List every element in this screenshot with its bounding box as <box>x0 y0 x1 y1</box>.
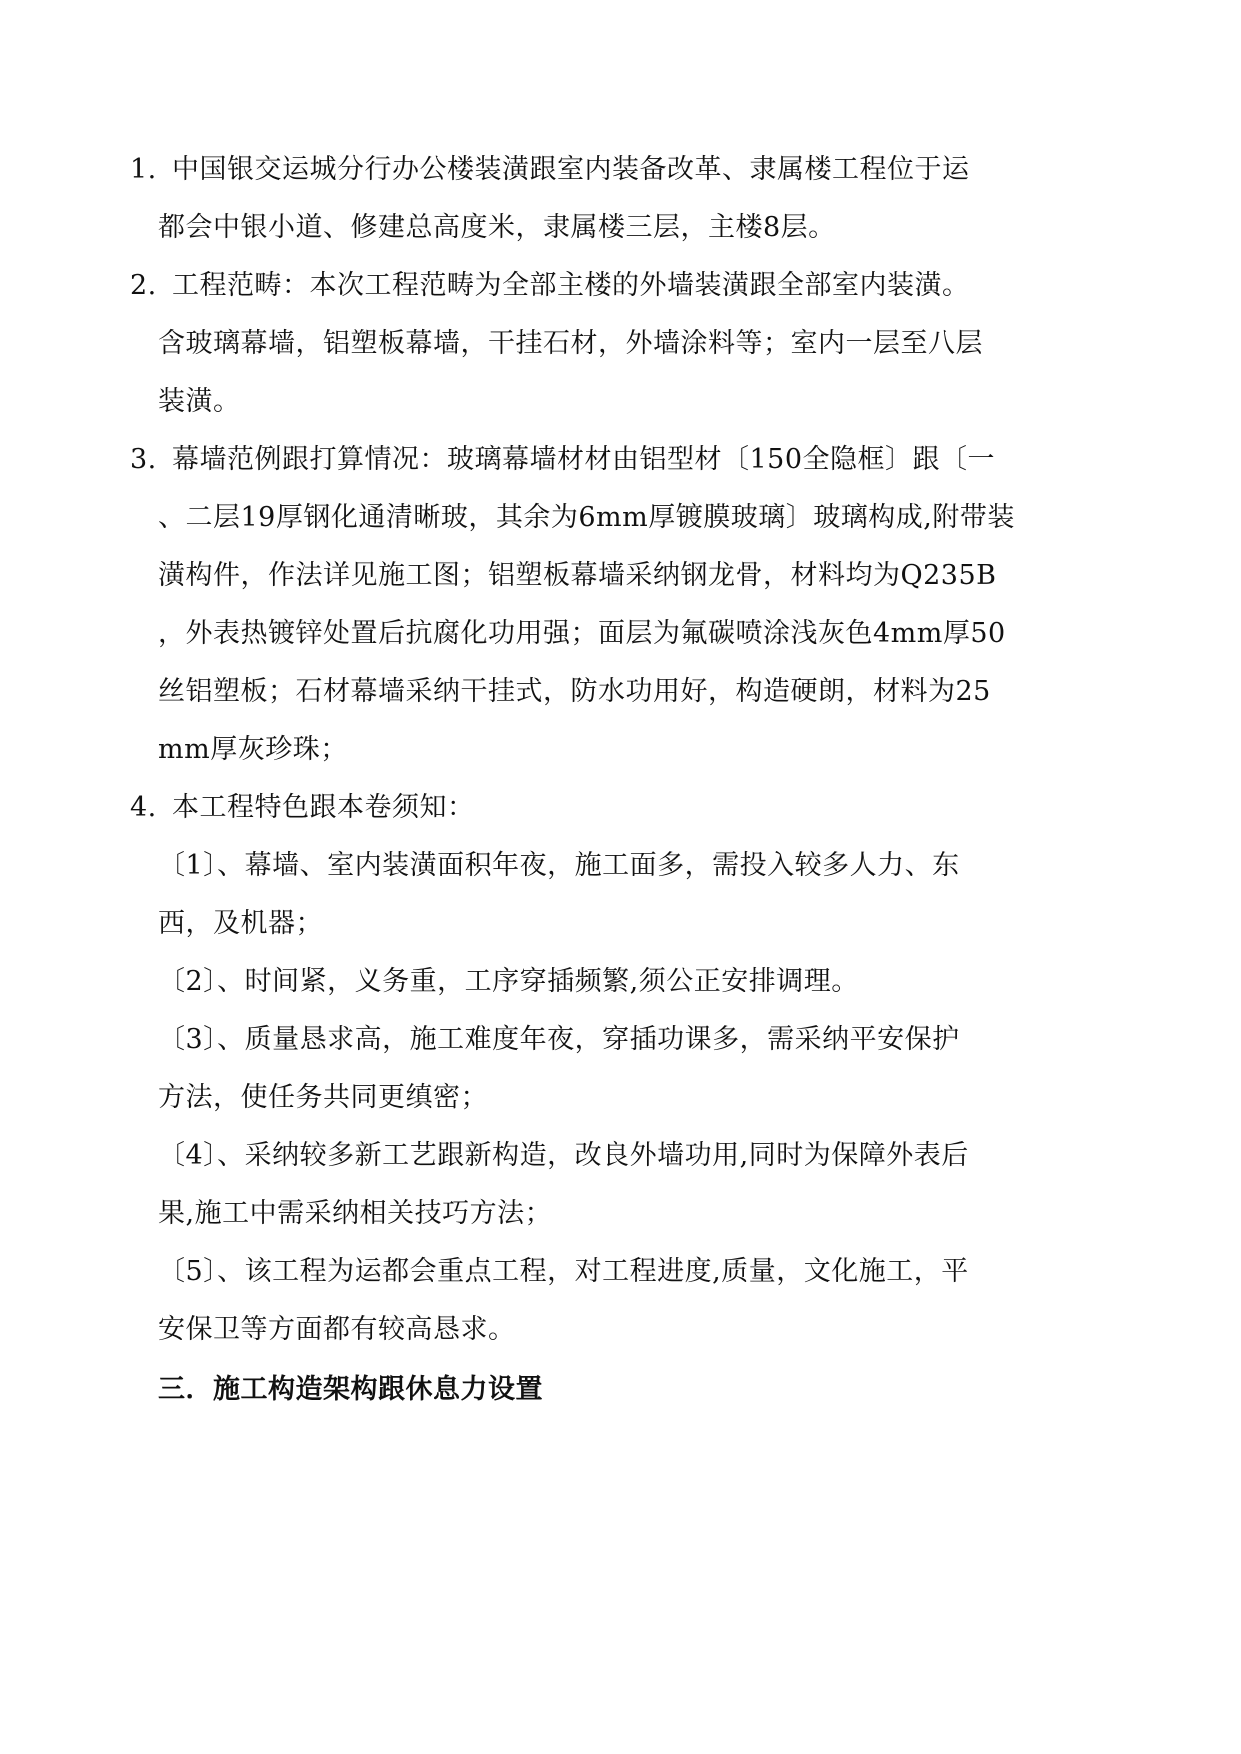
item-4-number: 4. <box>130 792 157 823</box>
subitem-1-line-2: 西，及机器； <box>158 908 323 939</box>
section-heading: 三．施工构造架构跟休息力设置 <box>158 1374 543 1405</box>
item-2-line-1 <box>130 268 970 304</box>
subitem-3-line-2: 方法，使任务共同更缜密； <box>158 1082 488 1113</box>
item-1-number: 1. <box>130 154 157 185</box>
subitem-3-line-1: 〔3〕、质量恳求高，施工难度年夜，穿插功课多，需采纳平安保护 <box>158 1024 960 1055</box>
item-4-line-1 <box>130 790 475 826</box>
item-2-number: 2. <box>130 270 157 301</box>
item-2-line-3: 装潢。 <box>158 386 241 417</box>
subitem-5-line-2: 安保卫等方面都有较高恳求。 <box>158 1314 516 1345</box>
item-3-line-1 <box>130 442 995 478</box>
subitem-5-line-1: 〔5〕、该工程为运都会重点工程，对工程进度,质量，文化施工，平 <box>158 1256 969 1287</box>
item-3-line-2: 、二层19厚钢化通清晰玻，其余为6mm厚镀膜玻璃〕玻璃构成,附带装 <box>158 502 1015 533</box>
subitem-4-line-1: 〔4〕、采纳较多新工艺跟新构造，改良外墙功用,同时为保障外表后 <box>158 1140 969 1171</box>
subitem-2-line-1: 〔2〕、时间紧，义务重，工序穿插频繁,须公正安排调理。 <box>158 966 859 997</box>
item-2-text-1: 工程范畴：本次工程范畴为全部主楼的外墙装潢跟全部室内装潢。 <box>172 270 970 301</box>
item-3-text-1: 幕墙范例跟打算情况：玻璃幕墙材材由铝型材〔150全隐框〕跟〔一 <box>172 444 996 475</box>
item-3-line-6: mm厚灰珍珠； <box>158 734 348 765</box>
item-1-line-1 <box>130 152 970 188</box>
item-4-text-1: 本工程特色跟本卷须知： <box>172 792 475 823</box>
item-3-number: 3. <box>130 444 157 475</box>
item-3-line-3: 潢构件，作法详见施工图；铝塑板幕墙采纳钢龙骨，材料均为Q235B <box>158 560 997 591</box>
item-1-line-2: 都会中银小道、修建总高度米，隶属楼三层，主楼8层。 <box>158 212 836 243</box>
subitem-4-line-2: 果,施工中需采纳相关技巧方法； <box>158 1198 553 1229</box>
item-2-line-2: 含玻璃幕墙，铝塑板幕墙，干挂石材，外墙涂料等；室内一层至八层 <box>158 328 983 359</box>
item-3-line-4: ，外表热镀锌处置后抗腐化功用强；面层为氟碳喷涂浅灰色4mm厚50 <box>158 618 1006 649</box>
item-3-line-5: 丝铝塑板；石材幕墙采纳干挂式，防水功用好，构造硬朗，材料为25 <box>158 676 991 707</box>
subitem-1-line-1: 〔1〕、幕墙、室内装潢面积年夜，施工面多，需投入较多人力、东 <box>158 850 960 881</box>
item-1-text-1: 中国银交运城分行办公楼装潢跟室内装备改革、隶属楼工程位于运 <box>172 154 970 185</box>
